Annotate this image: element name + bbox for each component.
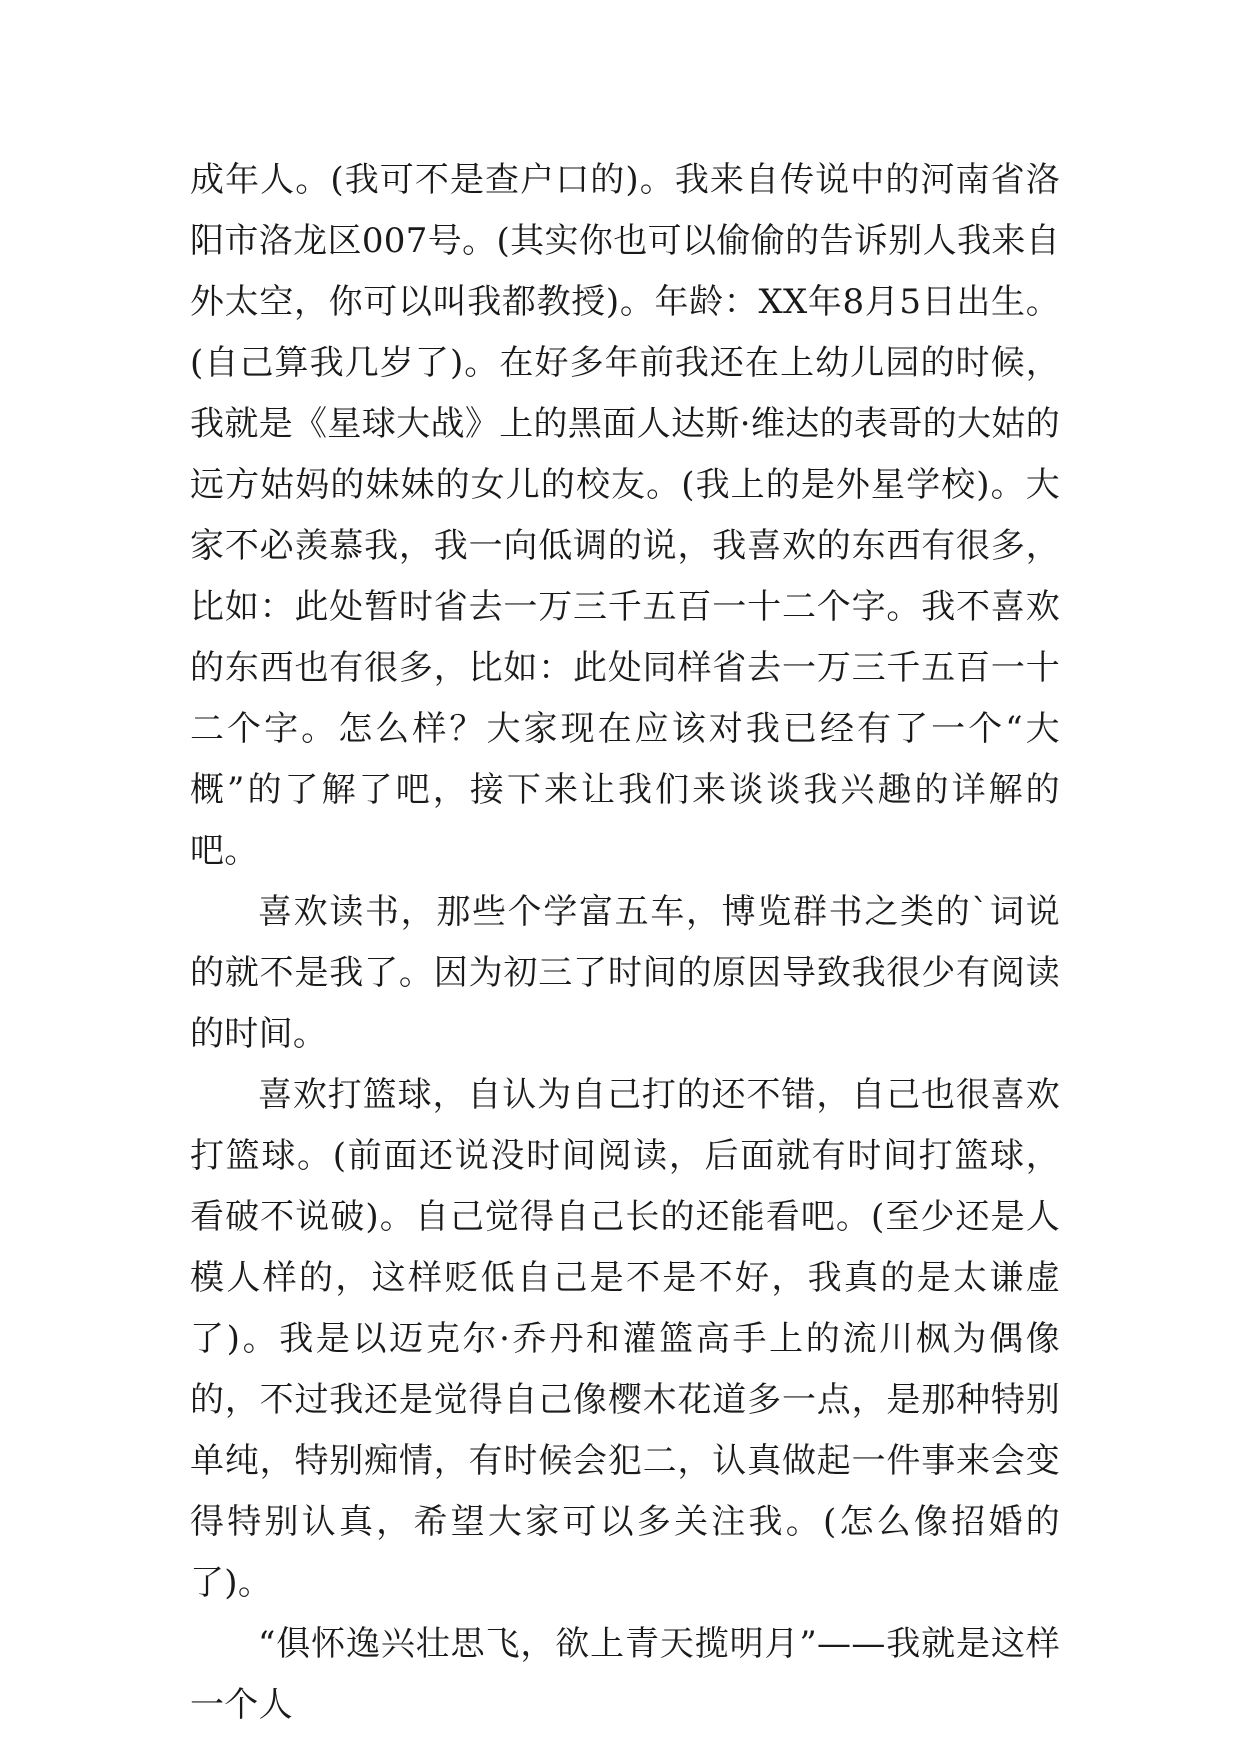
paragraph-reading: 喜欢读书，那些个学富五车，博览群书之类的`词说的就不是我了。因为初三了时间的原因导致我很少有阅读的时间。 [190,892,1060,1054]
paragraph-basketball: 喜欢打篮球，自认为自己打的还不错，自己也很喜欢打篮球。(前面还说没时间阅读，后面就有时间打篮球，看破不说破)。自己觉得自己长的还能看吧。(至少还是人模人样的，这样贬低自己是不是不好，我真的是太谦虚了)。我是以迈克尔·乔丹和灌篮高手上的流川枫为偶像的，不过我还是觉得自己像樱木花道多一点，是那种特别单纯，特别痴情，有时候会犯二，认真做起一件事来会变得特别认真，希望大家可以多关注我。(怎么像招婚的了)。 [190,1075,1060,1603]
document-body [190,150,1060,1736]
paragraph-intro: 成年人。(我可不是查户口的)。我来自传说中的河南省洛阳市洛龙区007号。(其实你也可以偷偷的告诉别人我来自外太空，你可以叫我都教授)。年龄：XX年8月5日出生。(自己算我几岁了)。在好多年前我还在上幼儿园的时候，我就是《星球大战》上的黑面人达斯·维达的表哥的大姑的远方姑妈的妹妹的女儿的校友。(我上的是外星学校)。大家不必羡慕我，我一向低调的说，我喜欢的东西有很多，比如：此处暂时省去一万三千五百一十二个字。我不喜欢的东西也有很多，比如：此处同样省去一万三千五百一十二个字。怎么样？大家现在应该对我已经有了一个“大概”的了解了吧，接下来让我们来谈谈我兴趣的详解的吧。 [190,160,1060,871]
paragraph-quote: “俱怀逸兴壮思飞，欲上青天揽明月”——我就是这样一个人 [190,1624,1060,1725]
